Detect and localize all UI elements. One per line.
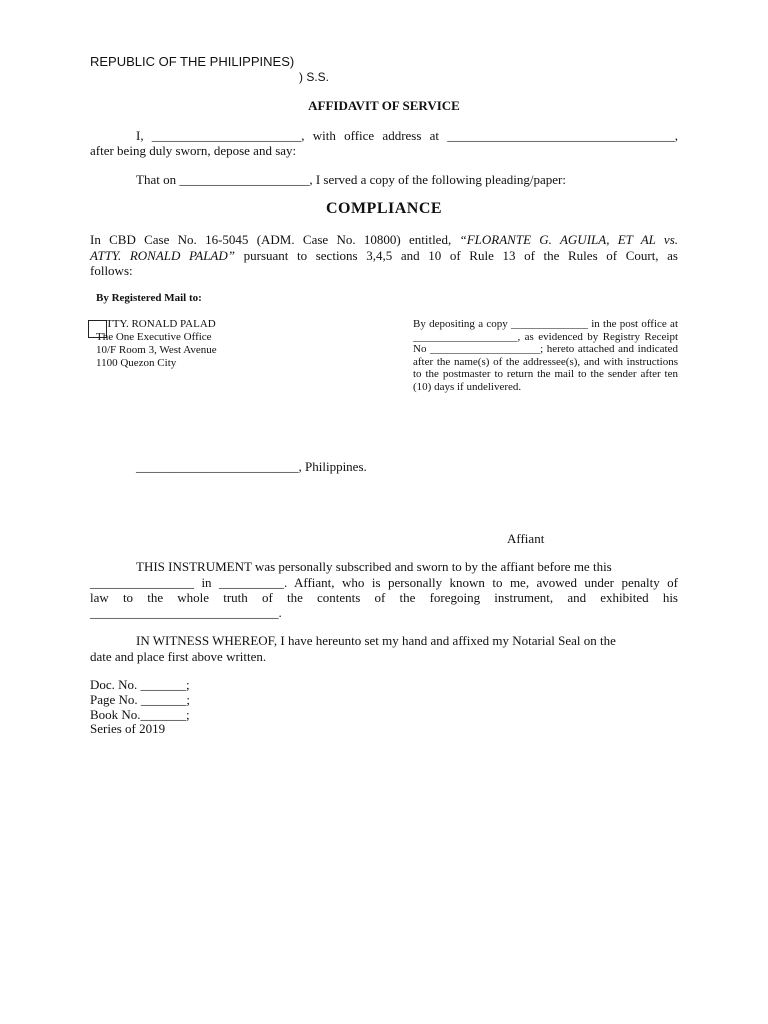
intro-line-1: I, _______________________, with office address at ___________________________________, bbox=[136, 128, 678, 143]
deposit-paragraph: By depositing a copy ______________ in the post office at ___________________, as evidenced by Registry Receipt No ____________________; hereto attached and indicated after the name(s) of the addressee(s), and with instructions to the postmaster to return the mail to the sender after ten (10) days if undelivered. bbox=[413, 318, 678, 393]
case-title-part-2: ATTY. RONALD PALAD” bbox=[90, 248, 235, 263]
page-no: Page No. _______; bbox=[90, 692, 191, 707]
affiant-label: Affiant bbox=[507, 531, 545, 546]
case-line-1-text: In CBD Case No. 16-5045 (ADM. Case No. 10800) entitled, bbox=[90, 232, 460, 247]
series-year: Series of 2019 bbox=[90, 721, 166, 736]
jurat-line-2: ________________ in __________. Affiant, who is personally known to me, avowed under penalty of bbox=[90, 575, 678, 590]
addressee-name: TTY. RONALD PALAD bbox=[106, 318, 216, 330]
ss-label: ) S.S. bbox=[299, 70, 330, 84]
addressee-line-2: 10/F Room 3, West Avenue bbox=[96, 344, 217, 356]
served-line: That on ____________________, I served a copy of the following pleading/paper: bbox=[136, 172, 566, 187]
witness-line-1: IN WITNESS WHEREOF, I have hereunto set my hand and affixed my Notarial Seal on the bbox=[136, 633, 616, 648]
compliance-title: COMPLIANCE bbox=[325, 200, 443, 217]
place-line: _________________________, Philippines. bbox=[136, 459, 367, 474]
addressee-line-3: 1100 Quezon City bbox=[96, 357, 177, 369]
case-line-3: follows: bbox=[90, 263, 133, 278]
case-line-2 bbox=[90, 248, 678, 264]
republic-heading: REPUBLIC OF THE PHILIPPINES) bbox=[90, 54, 295, 69]
jurat-line-4: _____________________________. bbox=[90, 605, 282, 620]
jurat-line-1: THIS INSTRUMENT was personally subscribed and sworn to by the affiant before me this bbox=[136, 559, 612, 574]
document-title: AFFIDAVIT OF SERVICE bbox=[308, 98, 460, 113]
witness-line-2: date and place first above written. bbox=[90, 649, 267, 664]
jurat-line-3: law to the whole truth of the contents of the foregoing instrument, and exhibited his bbox=[90, 590, 678, 605]
intro-line-2: after being duly sworn, depose and say: bbox=[90, 143, 297, 158]
book-no: Book No._______; bbox=[90, 707, 190, 722]
doc-no: Doc. No. _______; bbox=[90, 677, 190, 692]
mail-heading: By Registered Mail to: bbox=[96, 292, 202, 304]
case-title-part-1: “FLORANTE G. AGUILA, ET AL vs. bbox=[459, 232, 679, 247]
case-line-2-text: pursuant to sections 3,4,5 and 10 of Rule 13 of the Rules of Court, as bbox=[235, 248, 678, 263]
case-line-1 bbox=[90, 232, 678, 248]
addressee-line-1: The One Executive Office bbox=[96, 331, 212, 343]
